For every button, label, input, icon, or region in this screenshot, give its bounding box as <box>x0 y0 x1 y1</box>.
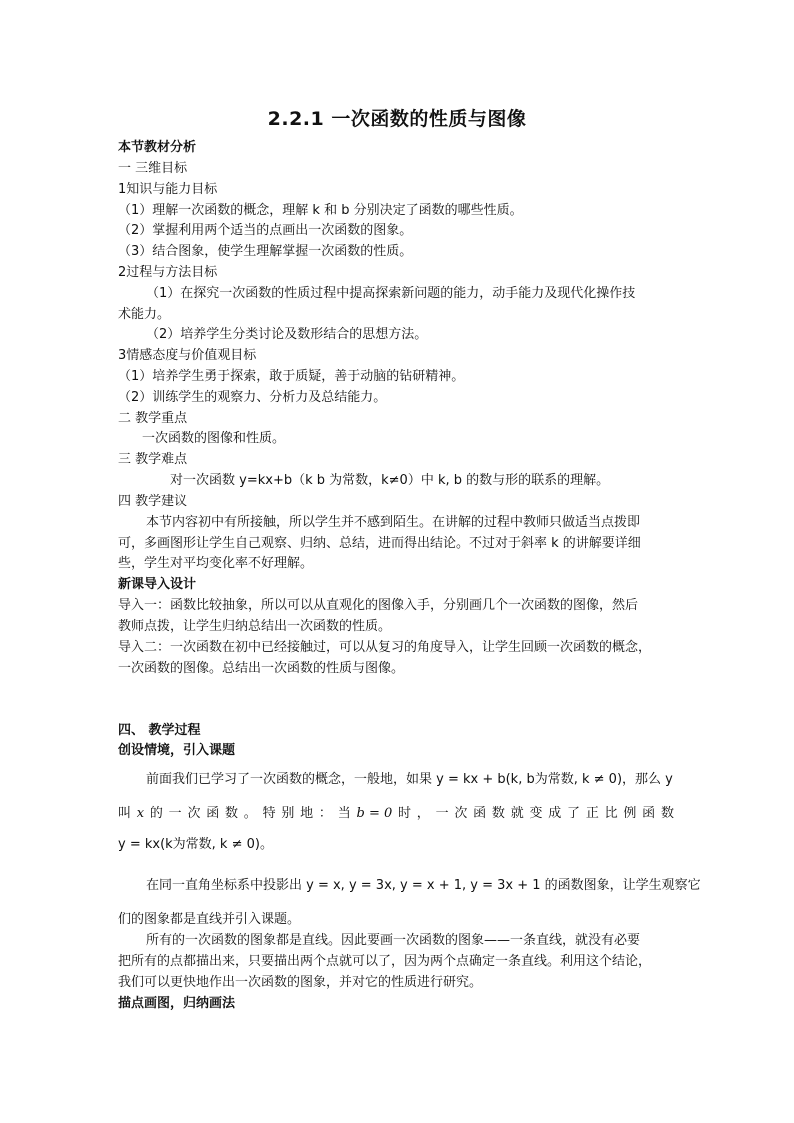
paragraph-line: y = kx(k为常数, k ≠ 0)。 <box>118 837 273 852</box>
section-heading-analysis: 本节教材分析 <box>118 140 197 155</box>
page-title: 2.2.1 一次函数的性质与图像 <box>267 108 527 130</box>
knowledge-item: （1）理解一次函数的概念，理解 k 和 b 分别决定了函数的哪些性质。 <box>118 203 523 218</box>
advice-line: 些，学生对平均变化率不好理解。 <box>118 556 314 571</box>
knowledge-heading: 1知识与能力目标 <box>118 182 218 197</box>
intro-line: 教师点拨，让学生归纳总结出一次函数的性质。 <box>118 619 392 634</box>
process-heading: 2过程与方法目标 <box>118 265 218 280</box>
paragraph-line: 们的图象都是直线并引入课题。 <box>118 912 301 927</box>
subheading-plotting: 描点画图，归纳画法 <box>118 996 236 1011</box>
advice-heading: 四 教学建议 <box>118 494 188 509</box>
process-item: （2）培养学生分类讨论及数形结合的思想方法。 <box>146 327 428 342</box>
advice-line: 可，多画图形让学生自己观察、归纳、总结，进而得出结论。不过对于斜率 k 的讲解要详细 <box>118 536 641 551</box>
emotion-item: （2）训练学生的观察力、分析力及总结能力。 <box>118 390 387 405</box>
knowledge-item: （3）结合图象，使学生理解掌握一次函数的性质。 <box>118 244 413 259</box>
difficulty-text: 对一次函数 y=kx+b（k b 为常数，k≠0）中 k, b 的数与形的联系的理解。 <box>170 473 610 488</box>
key-heading: 二 教学重点 <box>118 411 188 426</box>
paragraph-line: 我们可以更快地作出一次函数的图象，并对它的性质进行研究。 <box>118 975 483 990</box>
intro-heading: 新课导入设计 <box>118 577 197 592</box>
paragraph-line: 在同一直角坐标系中投影出 y = x, y = 3x, y = x + 1, y = 3x + 1 的函数图象，让学生观察它 <box>146 878 701 893</box>
paragraph-line-justified: 叫 x 的 一 次 函 数 。 特 别 地 ： 当 b = 0 时 ， 一 次 函 数 就 变 成 了 正 比 例 函 数 <box>118 806 674 821</box>
knowledge-item: （2）掌握利用两个适当的点画出一次函数的图象。 <box>118 223 413 238</box>
intro-line: 导入二：一次函数在初中已经接触过，可以从复习的角度导入，让学生回顾一次函数的概念， <box>118 640 652 655</box>
difficulty-heading: 三 教学难点 <box>118 452 188 467</box>
advice-line: 本节内容初中有所接触，所以学生并不感到陌生。在讲解的过程中教师只做适当点拨即 <box>146 515 641 530</box>
emotion-item: （1）培养学生勇于探索，敢于质疑，善于动脑的钻研精神。 <box>118 369 465 384</box>
paragraph-line: 把所有的点都描出来，只要描出两个点就可以了，因为两个点确定一条直线。利用这个结论， <box>118 954 652 969</box>
intro-line: 一次函数的图像。总结出一次函数的性质与图像。 <box>118 661 405 676</box>
process-item: （1）在探究一次函数的性质过程中提高探索新问题的能力，动手能力及现代化操作技 <box>146 286 636 301</box>
goals-heading: 一 三维目标 <box>118 161 188 176</box>
emotion-heading: 3情感态度与价值观目标 <box>118 348 257 363</box>
process-section-heading: 四、 教学过程 <box>118 723 201 738</box>
key-text: 一次函数的图像和性质。 <box>142 431 286 446</box>
subheading-scenario: 创设情境，引入课题 <box>118 743 236 758</box>
paragraph-line: 前面我们已学习了一次函数的概念，一般地，如果 y = kx + b(k, b为常数, k ≠ 0)，那么 y <box>146 772 673 787</box>
paragraph-line: 所有的一次函数的图象都是直线。因此要画一次函数的图象——一条直线，就没有必要 <box>146 933 641 948</box>
intro-line: 导入一：函数比较抽象，所以可以从直观化的图像入手，分别画几个一次函数的图像，然后 <box>118 598 639 613</box>
process-item-cont: 术能力。 <box>118 307 171 322</box>
